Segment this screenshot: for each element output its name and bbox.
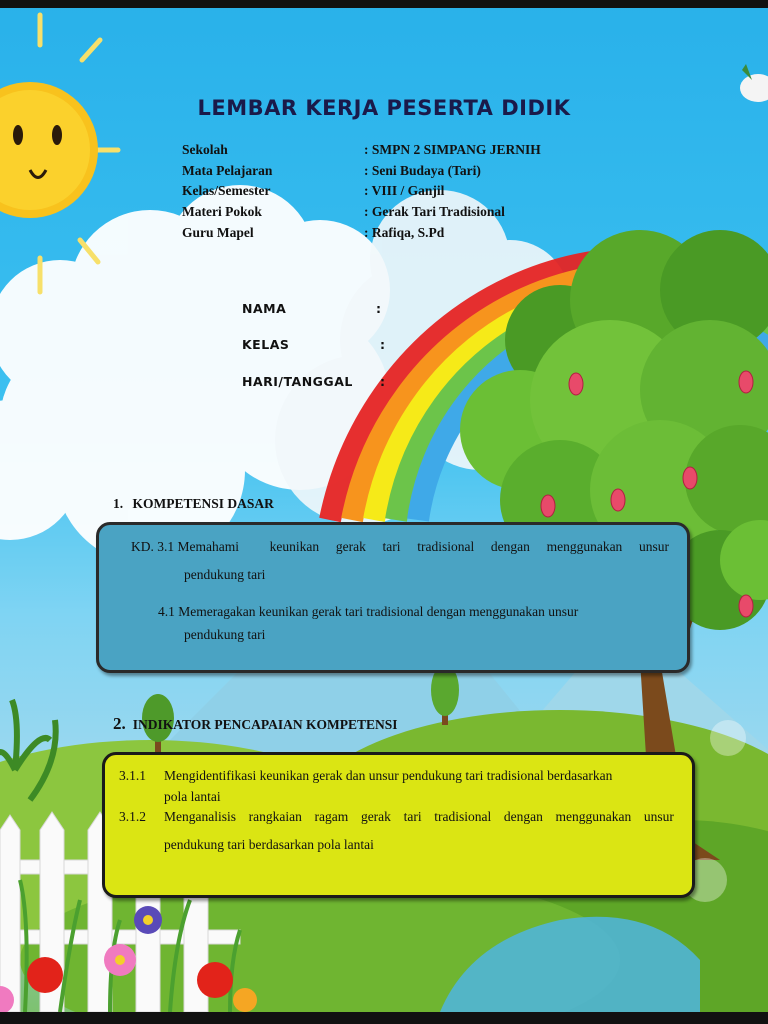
info-value: : Gerak Tari Tradisional [364, 204, 505, 219]
field-nama [242, 301, 382, 316]
indicator-word: menggunakan [555, 809, 632, 824]
info-row-guru-mapel [182, 224, 445, 241]
field-colon: : [380, 337, 386, 352]
field-kelas [242, 337, 386, 352]
info-row-materi-pokok [182, 204, 505, 220]
info-value: : SMPN 2 SIMPANG JERNIH [364, 142, 541, 157]
indicator-word: tradisional [434, 809, 492, 824]
field-label: NAMA [242, 301, 287, 316]
kd-word: unsur [639, 539, 669, 554]
field-colon: : [376, 301, 382, 316]
indikator-box [102, 752, 695, 898]
info-value: : Seni Budaya (Tari) [364, 162, 481, 178]
kd-3-1-line2: pendukung tari [184, 567, 266, 582]
info-label: Sekolah [182, 142, 228, 157]
section-title: KOMPETENSI DASAR [132, 496, 274, 511]
info-row-kelas-semester [182, 183, 445, 199]
indicator-code: 3.1.1 [119, 768, 146, 783]
indicator-3-1-2-line1 [164, 809, 674, 825]
indicator-3-1-1-line2: pola lantai [164, 789, 221, 804]
indicator-code: 3.1.2 [119, 809, 146, 824]
indicator-word: tari [403, 809, 422, 824]
info-row-mata-pelajaran [182, 162, 481, 179]
info-label: Mata Pelajaran [182, 162, 273, 178]
field-hari-tanggal [242, 374, 386, 389]
section-number: 2. [113, 714, 126, 733]
indicator-3-1-2-line2: pendukung tari berdasarkan pola lantai [164, 837, 374, 852]
section-1-heading [113, 496, 274, 512]
indicator-word: unsur [643, 809, 674, 824]
info-label: Guru Mapel [182, 224, 254, 240]
indicator-3-1-1-line1: Mengidentifikasi keunikan gerak dan unsur pendukung tari tradisional berdasarkan [164, 768, 613, 783]
kd-word: menggunakan [546, 539, 623, 554]
indicator-word: ragam [314, 809, 349, 824]
kd-4-1-line2: pendukung tari [184, 627, 266, 642]
kd-3-1-line1 [131, 539, 669, 555]
page-title: LEMBAR KERJA PESERTA DIDIK [197, 96, 571, 120]
indicator-word: gerak [360, 809, 391, 824]
kompetensi-dasar-box [96, 522, 690, 673]
section-2-heading [113, 714, 398, 734]
field-label: HARI/TANGGAL [242, 374, 353, 389]
kd-word: tradisional [417, 539, 475, 554]
field-label: KELAS [242, 337, 290, 352]
info-label: Kelas/Semester [182, 183, 271, 198]
info-value: : VIII / Ganjil [364, 183, 445, 198]
indicator-word: dengan [503, 809, 543, 824]
kd-word: gerak [335, 539, 366, 554]
info-label: Materi Pokok [182, 204, 262, 219]
bottom-border [0, 1012, 768, 1024]
kd-4-1-line1: 4.1 Memeragakan keunikan gerak tari tradisional dengan menggunakan unsur [158, 604, 579, 619]
info-value: : Rafiqa, S.Pd [364, 224, 445, 240]
indicator-word: rangkaian [248, 809, 302, 824]
kd-word: dengan [490, 539, 530, 554]
field-colon: : [380, 374, 386, 389]
kd-word: tari [382, 539, 401, 554]
section-number: 1. [113, 496, 124, 511]
info-row-sekolah [182, 142, 541, 158]
section-title: INDIKATOR PENCAPAIAN KOMPETENSI [132, 717, 398, 732]
kd-prefix: KD. 3.1 Memahami [131, 539, 239, 554]
indicator-word: Menganalisis [164, 809, 236, 824]
kd-word: keunikan [269, 539, 320, 554]
